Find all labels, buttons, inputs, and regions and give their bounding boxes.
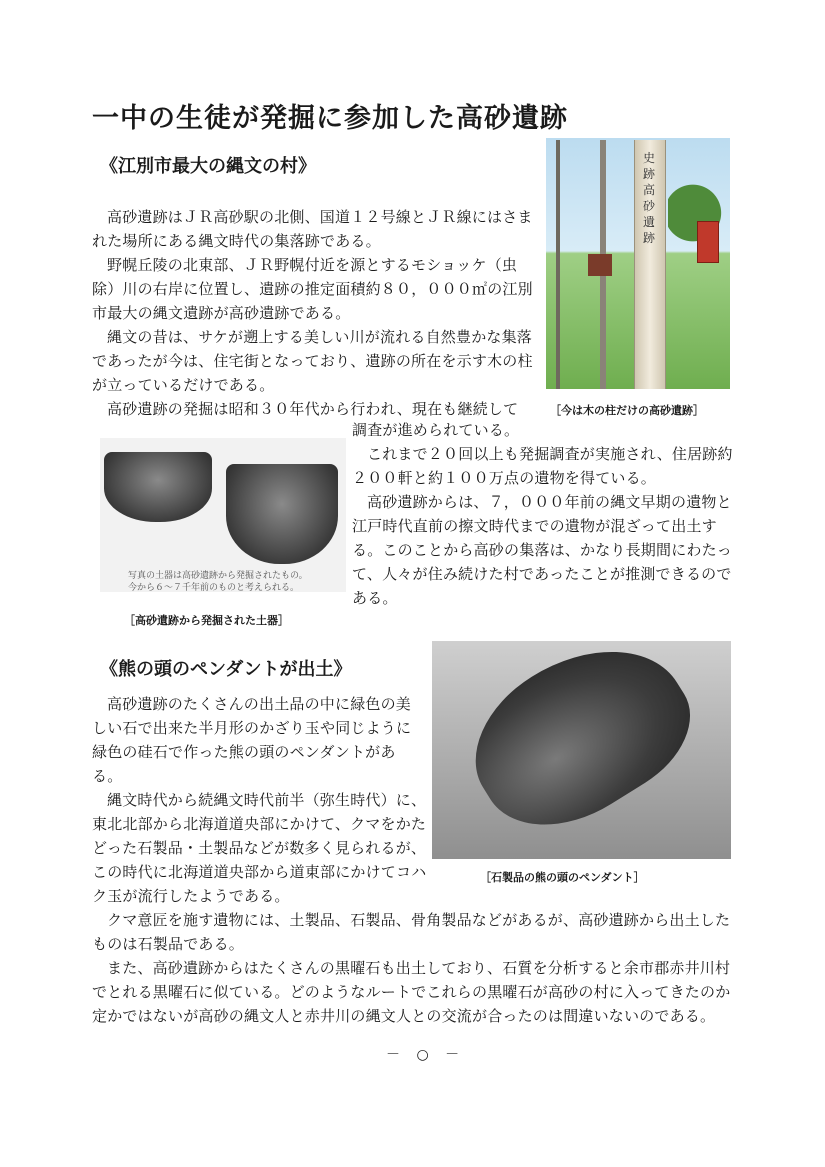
section-heading-village: 《江別市最大の縄文の村》 <box>100 156 316 177</box>
paragraph-bear-materials: クマ意匠を施す遺物には、土製品、石製品、骨角製品などがあるが、高砂遺跡から出土したものは石製品である。 <box>92 911 731 953</box>
paragraph-obsidian: また、高砂遺跡からはたくさんの黒曜石も出土しており、石質を分析すると余市郡赤井川村でとれる黒曜石に似ている。どのようなルートでこれらの黒曜石が高砂の村に入ってきたのか定かではないが高砂の縄文人と赤井川の縄文人との交流が合ったのは間違いないのである。 <box>92 959 731 1025</box>
photo-pole-left <box>556 140 560 389</box>
photo-brown-box <box>588 254 612 276</box>
paragraph-location: 高砂遺跡はＪＲ高砂駅の北側、国道１２号線とＪＲ線にはさまれた場所にある縄文時代の集落跡である。 <box>92 208 533 250</box>
paragraph-surveys: これまで２０回以上も発掘調査が実施され、住居跡約２００軒と約１００万点の遺物を得ている。 <box>352 445 733 487</box>
paragraph-long-settlement: 高砂遺跡からは、７，０００年前の縄文早期の遺物と江戸時代直前の擦文時代までの遺物が混ざって出土する。このことから高砂の集落は、かなり長期間にわたって、人々が住み続けた村であったことが推測できるのである。 <box>352 493 733 607</box>
paragraph-area: 野幌丘陵の北東部、ＪＲ野幌付近を源とするモショッケ（虫除）川の右岸に位置し、遺跡の推定面積約８０，０００㎡の江別市最大の縄文遺跡が高砂遺跡である。 <box>92 256 533 322</box>
paragraph-green-stone: 高砂遺跡のたくさんの出土品の中に緑色の美しい石で出来た半月形のかざり玉や同じように緑色の硅石で作った熊の頭のペンダントがある。 <box>92 695 412 785</box>
pottery-vessel-right <box>226 464 338 564</box>
post-sign-text: 史跡 高砂遺跡 <box>642 151 655 245</box>
pottery-note-line1: 写真の土器は高砂遺跡から発掘されたもの。 <box>128 571 308 581</box>
page-number: － ○ － <box>386 1047 466 1063</box>
post-photo-caption: ［今は木の柱だけの高砂遺跡］ <box>550 404 704 417</box>
bear-photo-caption: ［石製品の熊の頭のペンダント］ <box>480 871 645 884</box>
pottery-vessel-left <box>104 452 212 522</box>
paragraph-excavation-rest: 調査が進められている。 <box>352 421 520 439</box>
photo-red-sign <box>697 221 719 263</box>
paragraph-excavation-line1: 高砂遺跡の発掘は昭和３０年代から行われ、現在も継続して <box>107 400 519 418</box>
pottery-photo-caption: ［高砂遺跡から発掘された土器］ <box>124 614 289 627</box>
paragraph-nature: 縄文の昔は、サケが遡上する美しい川が流れる自然豊かな集落であったが今は、住宅街となっており、遺跡の所在を示す木の柱が立っているだけである。 <box>92 328 533 394</box>
paragraph-bear-motif: 縄文時代から続縄文時代前半（弥生時代）に、東北北部から北海道道央部にかけて、クマをかたどった石製品・土製品などが数多く見られるが、この時代に北海道道央部から道東部にかけてコハク玉が流行したようである。 <box>92 791 427 905</box>
section-heading-pendant: 《熊の頭のペンダントが出土》 <box>100 659 352 680</box>
page-title: 一中の生徒が発掘に参加した高砂遺跡 <box>92 103 568 134</box>
pottery-note-line2: 今から６～７千年前のものと考えられる。 <box>128 583 300 593</box>
